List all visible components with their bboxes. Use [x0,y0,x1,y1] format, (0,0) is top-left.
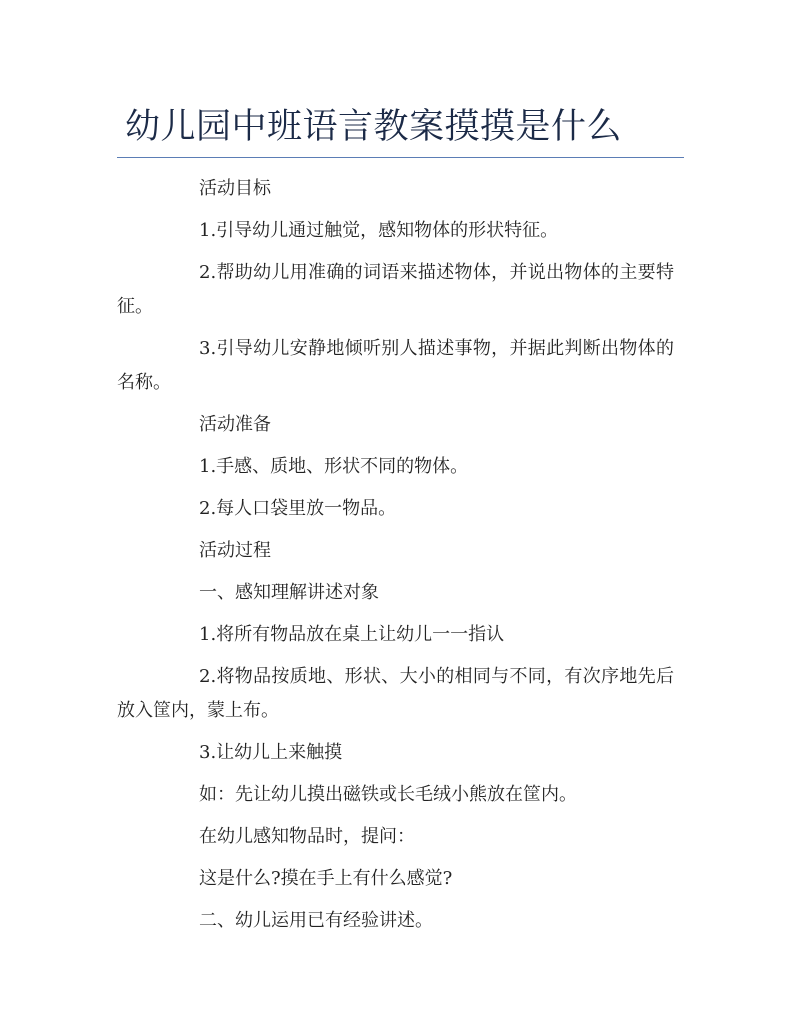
paragraph: 1.引导幼儿通过触觉，感知物体的形状特征。 [199,220,559,241]
paragraph: 2.将物品按质地、形状、大小的相同与不同，有次序地先后放入筐内，蒙上布。 [117,666,674,721]
subsection-heading: 一、感知理解讲述对象 [199,582,379,603]
section-heading: 活动过程 [199,540,271,561]
paragraph: 1.手感、质地、形状不同的物体。 [199,456,469,477]
paragraph: 3.引导幼儿安静地倾听别人描述事物，并据此判断出物体的名称。 [117,338,674,393]
paragraph: 如：先让幼儿摸出磁铁或长毛绒小熊放在筐内。 [199,784,577,805]
document-body [117,172,674,946]
title-divider [117,157,684,158]
paragraph: 在幼儿感知物品时，提问： [199,826,415,847]
paragraph: 3.让幼儿上来触摸 [199,742,343,763]
subsection-heading: 二、幼儿运用已有经验讲述。 [199,910,433,931]
paragraph: 1.将所有物品放在桌上让幼儿一一指认 [199,624,505,645]
paragraph: 2.帮助幼儿用准确的词语来描述物体，并说出物体的主要特征。 [117,262,674,317]
section-heading: 活动目标 [199,178,271,199]
paragraph: 这是什么?摸在手上有什么感觉? [199,868,453,889]
section-heading: 活动准备 [199,414,271,435]
paragraph: 2.每人口袋里放一物品。 [199,498,397,519]
document-title: 幼儿园中班语言教案摸摸是什么 [125,107,623,147]
